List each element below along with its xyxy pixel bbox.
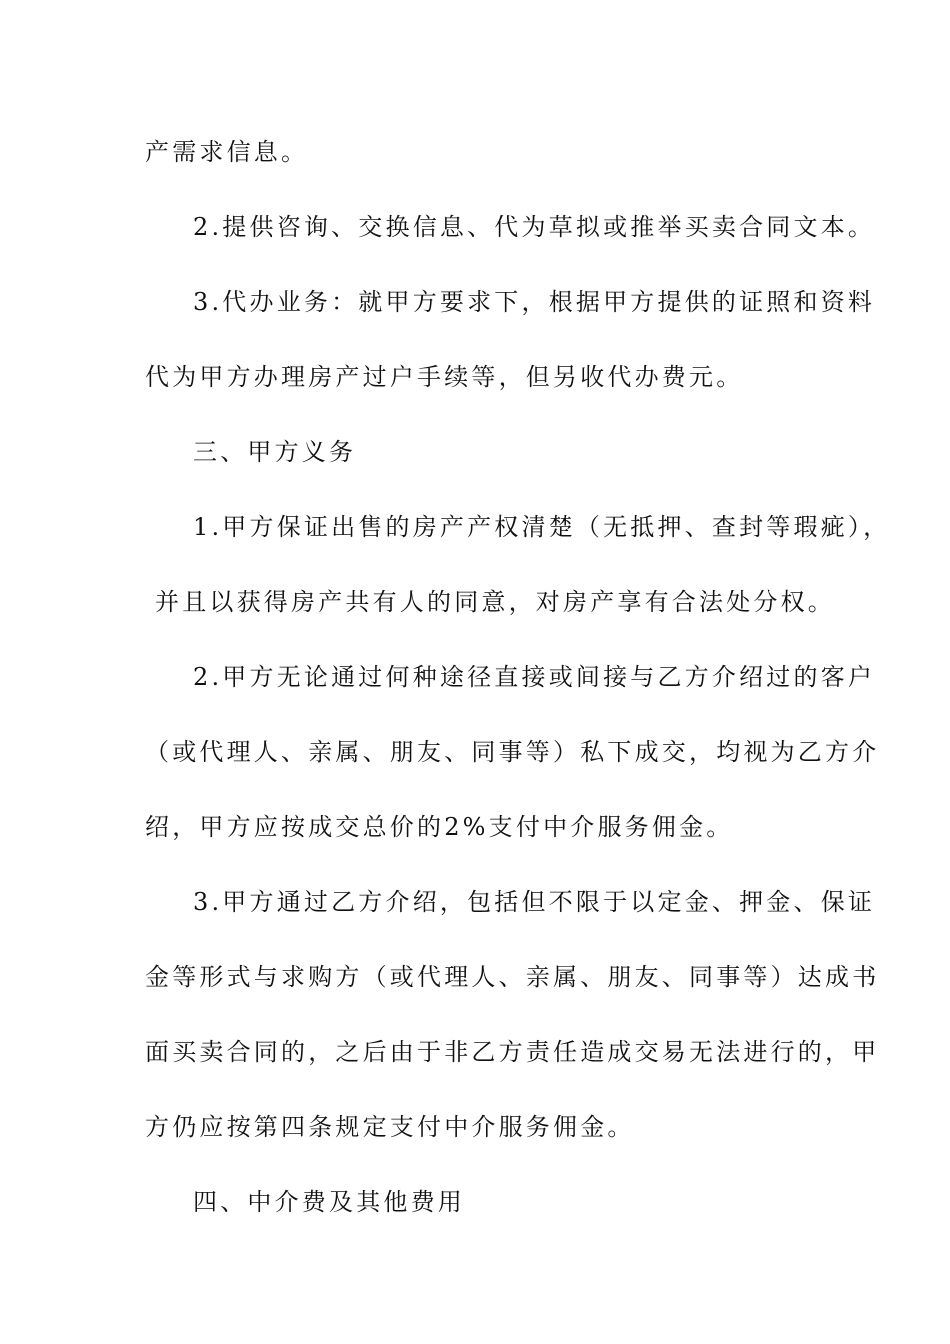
- text-line-12: 金等形式与求购方（或代理人、亲属、朋友、同事等）达成书: [145, 963, 880, 991]
- text-line-6: 1.甲方保证出售的房产产权清楚（无抵押、查封等瑕疵），: [193, 513, 891, 541]
- text-line-8: 2.甲方无论通过何种途径直接或间接与乙方介绍过的客户: [193, 663, 876, 691]
- text-line-10: 绍，甲方应按成交总价的2%支付中介服务佣金。: [145, 813, 734, 841]
- text-line-14: 方仍应按第四条规定支付中介服务佣金。: [145, 1113, 635, 1141]
- text-line-1: 产需求信息。: [145, 138, 309, 166]
- text-line-9: （或代理人、亲属、朋友、同事等）私下成交，均视为乙方介: [145, 738, 880, 766]
- text-line-3: 3.代办业务：就甲方要求下，根据甲方提供的证照和资料: [193, 288, 876, 316]
- text-line-2: 2.提供咨询、交换信息、代为草拟或推举买卖合同文本。: [193, 213, 876, 241]
- text-line-13: 面买卖合同的，之后由于非乙方责任造成交易无法进行的，甲: [145, 1038, 880, 1066]
- section-heading-4: 四、中介费及其他费用: [193, 1188, 465, 1216]
- text-line-4: 代为甲方办理房产过户手续等，但另收代办费元。: [145, 363, 744, 391]
- text-line-7: 并且以获得房产共有人的同意，对房产享有合法处分权。: [155, 588, 835, 616]
- text-line-11: 3.甲方通过乙方介绍，包括但不限于以定金、押金、保证: [193, 888, 876, 916]
- section-heading-3: 三、甲方义务: [193, 438, 357, 466]
